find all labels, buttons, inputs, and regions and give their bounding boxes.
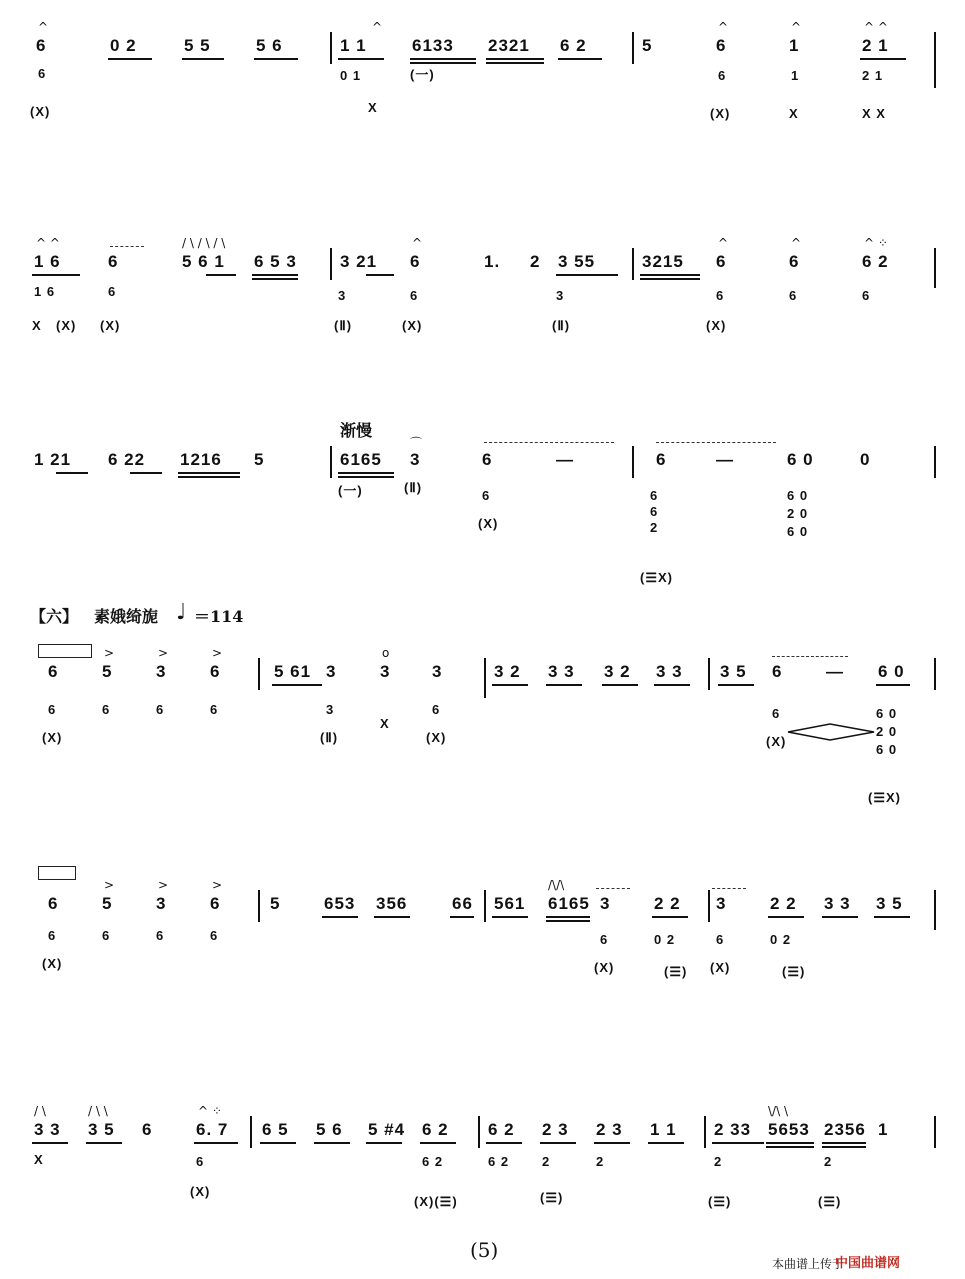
sub-note: 0 2 bbox=[770, 932, 792, 947]
sub-note: 6 bbox=[38, 66, 47, 81]
sub-note: (X) bbox=[706, 318, 727, 333]
sub-note: (Ⅱ) bbox=[552, 318, 571, 333]
beam bbox=[272, 684, 322, 686]
section-number: 【六】 bbox=[30, 607, 79, 626]
sub-note: 6 bbox=[48, 702, 57, 717]
sub-note: X bbox=[32, 318, 42, 333]
accent-mark: ^ bbox=[38, 20, 49, 34]
note: 3 bbox=[326, 662, 337, 681]
sub-note: 6 bbox=[410, 288, 419, 303]
note: 2356 bbox=[824, 1120, 866, 1139]
tremolo-line bbox=[712, 888, 746, 889]
note: 6 bbox=[772, 662, 783, 681]
barline bbox=[330, 446, 332, 478]
sub-note: (☰) bbox=[664, 964, 688, 979]
sub-note: 6 bbox=[716, 288, 725, 303]
harmonic-mark: o bbox=[382, 646, 390, 660]
sub-note: 6 bbox=[862, 288, 871, 303]
accent-mark: ^ ^ bbox=[864, 20, 888, 34]
barline bbox=[934, 1116, 936, 1148]
note: 6 2 bbox=[488, 1120, 515, 1139]
note: 5 6 bbox=[256, 36, 283, 55]
barline bbox=[484, 658, 486, 698]
sub-note: 2 0 bbox=[876, 724, 898, 739]
beam bbox=[56, 472, 88, 474]
sub-note: (☰) bbox=[818, 1194, 842, 1209]
sub-note: 6 bbox=[102, 928, 111, 943]
beam bbox=[420, 1142, 456, 1144]
sub-note: (☰) bbox=[540, 1190, 564, 1205]
beam bbox=[594, 1142, 630, 1144]
sub-note: X bbox=[789, 106, 799, 121]
beam bbox=[254, 58, 298, 60]
sub-note: (一) bbox=[410, 67, 435, 82]
note: — bbox=[556, 450, 574, 469]
accent-mark: ^ ⁘ bbox=[198, 1104, 222, 1118]
beam bbox=[540, 1142, 576, 1144]
site-logo[interactable]: 中国曲谱网 bbox=[835, 1256, 901, 1271]
sub-note: (☰) bbox=[708, 1194, 732, 1209]
beam bbox=[492, 916, 528, 918]
sub-note: 6 2 bbox=[422, 1154, 444, 1169]
beam bbox=[486, 1142, 522, 1144]
sub-note: 6 bbox=[650, 488, 659, 503]
note: 3 5 bbox=[720, 662, 747, 681]
note: 5 61 bbox=[274, 662, 312, 681]
note: 3 bbox=[156, 662, 167, 681]
beam bbox=[712, 1142, 764, 1144]
note: 5 bbox=[102, 894, 113, 913]
note: — bbox=[716, 450, 734, 469]
beam bbox=[768, 916, 804, 918]
accent-mark: ^ bbox=[718, 236, 729, 250]
sub-note: (Ⅱ) bbox=[334, 318, 353, 333]
sub-note: X X bbox=[862, 106, 886, 121]
sub-note: 2 1 bbox=[862, 68, 884, 83]
tremolo-line bbox=[110, 246, 144, 247]
beam bbox=[252, 274, 298, 276]
note: 561 bbox=[494, 894, 526, 913]
beam bbox=[558, 58, 602, 60]
sub-note: 6 0 bbox=[876, 706, 898, 721]
sub-note: (X) bbox=[594, 960, 615, 975]
sub-note: 3 bbox=[326, 702, 335, 717]
bowing-mark: /\/\ bbox=[548, 878, 565, 892]
sub-note: X bbox=[368, 100, 378, 115]
sub-note: 6 bbox=[102, 702, 111, 717]
note: 6 5 bbox=[262, 1120, 289, 1139]
note: 5 bbox=[642, 36, 653, 55]
note: 6165 bbox=[340, 450, 382, 469]
note: 6 2 bbox=[560, 36, 587, 55]
beam bbox=[546, 920, 590, 922]
note: 5 6 bbox=[316, 1120, 343, 1139]
tremolo-line bbox=[656, 442, 776, 443]
sub-note: (X) bbox=[100, 318, 121, 333]
sub-note: (X) bbox=[478, 516, 499, 531]
barline bbox=[934, 890, 936, 930]
note: 3 bbox=[716, 894, 727, 913]
note: 5 bbox=[270, 894, 281, 913]
accent-mark: ^ bbox=[791, 236, 802, 250]
note: 1 bbox=[789, 36, 800, 55]
beam bbox=[602, 684, 638, 686]
note: 6 bbox=[716, 252, 727, 271]
bowing-mark: / \ \ bbox=[88, 1104, 108, 1118]
sub-note: 6 bbox=[432, 702, 441, 717]
note: 3 5 bbox=[88, 1120, 115, 1139]
sub-note: (Ⅱ) bbox=[404, 480, 423, 495]
sub-note: 2 bbox=[596, 1154, 605, 1169]
sub-note: (☰X) bbox=[640, 570, 673, 585]
beam bbox=[366, 1142, 402, 1144]
note: 2 2 bbox=[654, 894, 681, 913]
note: 6 2 bbox=[862, 252, 889, 271]
sub-note: 6 bbox=[210, 702, 219, 717]
sub-note: 6 bbox=[600, 932, 609, 947]
note: 3 bbox=[410, 450, 421, 469]
sub-note: 6 bbox=[210, 928, 219, 943]
sub-note: (X) bbox=[710, 106, 731, 121]
tempo-marking: 渐慢 bbox=[340, 421, 373, 440]
beam bbox=[492, 684, 528, 686]
accent-mark: ^ bbox=[718, 20, 729, 34]
fermata-mark: ⌒ bbox=[410, 436, 423, 450]
beam bbox=[874, 916, 910, 918]
page-number: (5) bbox=[470, 1238, 499, 1262]
note: 2321 bbox=[488, 36, 530, 55]
note: 3 2 bbox=[604, 662, 631, 681]
note: 3 3 bbox=[824, 894, 851, 913]
tremolo-box bbox=[38, 644, 92, 658]
sub-note: 2 bbox=[650, 520, 659, 535]
accent-mark: ^ ^ bbox=[36, 236, 60, 250]
sub-note: (X)(☰) bbox=[414, 1194, 458, 1209]
sub-note: 3 bbox=[556, 288, 565, 303]
barline bbox=[708, 890, 710, 922]
note: 6 22 bbox=[108, 450, 146, 469]
beam bbox=[546, 684, 582, 686]
note: 6 5 3 bbox=[254, 252, 297, 271]
accent-mark: ^ ⁘ bbox=[864, 236, 888, 250]
barline bbox=[632, 446, 634, 478]
beam bbox=[338, 476, 394, 478]
beam bbox=[486, 58, 544, 60]
note: 6 bbox=[210, 894, 221, 913]
beam bbox=[366, 274, 394, 276]
barline bbox=[934, 658, 936, 690]
beam bbox=[130, 472, 162, 474]
beam bbox=[338, 472, 394, 474]
sub-note: (☰X) bbox=[868, 790, 901, 805]
sub-note: 6 2 bbox=[488, 1154, 510, 1169]
sub-note: 2 bbox=[542, 1154, 551, 1169]
note: 5 5 bbox=[184, 36, 211, 55]
accent-mark: ^ bbox=[791, 20, 802, 34]
beam bbox=[546, 916, 590, 918]
note: 6 bbox=[36, 36, 47, 55]
note: 0 2 bbox=[110, 36, 137, 55]
sub-note: 6 bbox=[482, 488, 491, 503]
beam bbox=[338, 58, 384, 60]
barline bbox=[632, 248, 634, 280]
note: 6 0 bbox=[787, 450, 814, 469]
sub-note: 2 0 bbox=[787, 506, 809, 521]
sub-note: 6 bbox=[156, 928, 165, 943]
barline bbox=[484, 890, 486, 922]
note: 2 3 bbox=[596, 1120, 623, 1139]
barline bbox=[632, 32, 634, 64]
note: 3 3 bbox=[34, 1120, 61, 1139]
beam bbox=[194, 1142, 238, 1144]
beam bbox=[718, 684, 754, 686]
note: 3 2 bbox=[494, 662, 521, 681]
note: 6133 bbox=[412, 36, 454, 55]
note: 3 3 bbox=[548, 662, 575, 681]
note: 1216 bbox=[180, 450, 222, 469]
beam bbox=[32, 274, 80, 276]
note: 2 bbox=[530, 252, 541, 271]
bowing-mark: / \ / \ / \ bbox=[182, 236, 226, 250]
beam bbox=[822, 916, 858, 918]
tremolo-line bbox=[772, 656, 848, 657]
bowing-mark: \/\ \ bbox=[768, 1104, 788, 1118]
beam bbox=[822, 1146, 866, 1148]
beam bbox=[374, 916, 410, 918]
sub-note: (Ⅱ) bbox=[320, 730, 339, 745]
accent-mark: > bbox=[158, 646, 169, 660]
note: 356 bbox=[376, 894, 408, 913]
sub-note: 6 bbox=[650, 504, 659, 519]
sub-note: 6 0 bbox=[876, 742, 898, 757]
sub-note: (X) bbox=[42, 730, 63, 745]
quarter-note-icon: ♩ bbox=[176, 600, 187, 625]
accent-mark: > bbox=[104, 646, 115, 660]
accent-mark: > bbox=[104, 878, 115, 892]
accent-mark: > bbox=[212, 646, 223, 660]
note: 653 bbox=[324, 894, 356, 913]
beam bbox=[410, 58, 476, 60]
upload-note: 本曲谱上传于 bbox=[772, 1257, 845, 1271]
note: 6 2 bbox=[422, 1120, 449, 1139]
accent-mark: ^ bbox=[412, 236, 423, 250]
tremolo-line bbox=[596, 888, 630, 889]
beam bbox=[178, 472, 240, 474]
sub-note: 6 bbox=[789, 288, 798, 303]
tremolo-box bbox=[38, 866, 76, 880]
barline bbox=[330, 248, 332, 280]
beam bbox=[86, 1142, 122, 1144]
note: 3 bbox=[380, 662, 391, 681]
note: 6 bbox=[210, 662, 221, 681]
sub-note: 6 0 bbox=[787, 488, 809, 503]
beam bbox=[556, 274, 618, 276]
sub-note: 0 2 bbox=[654, 932, 676, 947]
accent-mark: ^ bbox=[372, 20, 383, 34]
beam bbox=[252, 278, 298, 280]
note: 6 bbox=[482, 450, 493, 469]
beam bbox=[206, 274, 236, 276]
note: 6 0 bbox=[878, 662, 905, 681]
barline bbox=[478, 1116, 480, 1148]
sub-note: 2 bbox=[714, 1154, 723, 1169]
sub-note: X bbox=[380, 716, 390, 731]
beam bbox=[182, 58, 224, 60]
beam bbox=[652, 916, 688, 918]
sub-note: 6 bbox=[772, 706, 781, 721]
crescendo-hairpin bbox=[786, 722, 876, 742]
sub-note: (X) bbox=[402, 318, 423, 333]
beam bbox=[32, 1142, 68, 1144]
beam bbox=[322, 916, 358, 918]
sub-note: 1 bbox=[791, 68, 800, 83]
note: 5 #4 bbox=[368, 1120, 406, 1139]
note: 1 1 bbox=[650, 1120, 677, 1139]
sub-note: (一) bbox=[338, 483, 363, 498]
note: 2 33 bbox=[714, 1120, 752, 1139]
sub-note: (X) bbox=[30, 104, 51, 119]
barline bbox=[704, 1116, 706, 1148]
beam bbox=[648, 1142, 684, 1144]
barline bbox=[258, 890, 260, 922]
beam bbox=[450, 916, 474, 918]
barline bbox=[934, 32, 936, 88]
barline bbox=[934, 446, 936, 478]
beam bbox=[178, 476, 240, 478]
sub-note: 1 6 bbox=[34, 284, 56, 299]
beam bbox=[486, 62, 544, 64]
sub-note: 3 bbox=[338, 288, 347, 303]
note: 0 bbox=[860, 450, 871, 469]
note: — bbox=[826, 662, 844, 681]
barline bbox=[708, 658, 710, 690]
note: 6 bbox=[108, 252, 119, 271]
section-title: 素娥绮旎 bbox=[94, 607, 159, 626]
sub-note: 6 0 bbox=[787, 524, 809, 539]
note: 2 3 bbox=[542, 1120, 569, 1139]
bowing-mark: / \ bbox=[34, 1104, 46, 1118]
note: 6 bbox=[656, 450, 667, 469]
note: 2 1 bbox=[862, 36, 889, 55]
beam bbox=[860, 58, 906, 60]
note: 5 bbox=[254, 450, 265, 469]
barline bbox=[934, 248, 936, 288]
sub-note: (☰) bbox=[782, 964, 806, 979]
note: 6 bbox=[48, 894, 59, 913]
note: 3 55 bbox=[558, 252, 596, 271]
beam bbox=[640, 274, 700, 276]
note: 1 bbox=[878, 1120, 889, 1139]
accent-mark: > bbox=[158, 878, 169, 892]
note: 6 bbox=[142, 1120, 153, 1139]
sub-note: (X) bbox=[56, 318, 77, 333]
sub-note: (X) bbox=[190, 1184, 211, 1199]
note: 6 bbox=[716, 36, 727, 55]
beam bbox=[260, 1142, 296, 1144]
note: 3 bbox=[600, 894, 611, 913]
sub-note: 6 bbox=[156, 702, 165, 717]
note: 3 3 bbox=[656, 662, 683, 681]
note: 3215 bbox=[642, 252, 684, 271]
sub-note: 6 bbox=[108, 284, 117, 299]
beam bbox=[108, 58, 152, 60]
note: 5 6 1 bbox=[182, 252, 225, 271]
note: 66 bbox=[452, 894, 473, 913]
barline bbox=[330, 32, 332, 64]
sub-note: 0 1 bbox=[340, 68, 362, 83]
note: 3 21 bbox=[340, 252, 378, 271]
beam bbox=[876, 684, 910, 686]
accent-mark: > bbox=[212, 878, 223, 892]
beam bbox=[654, 684, 690, 686]
sub-note: (X) bbox=[426, 730, 447, 745]
beam bbox=[766, 1146, 814, 1148]
note: 1 21 bbox=[34, 450, 72, 469]
sub-note: (X) bbox=[42, 956, 63, 971]
sub-note: (X) bbox=[766, 734, 787, 749]
beam bbox=[766, 1142, 814, 1144]
note: 3 bbox=[156, 894, 167, 913]
note: 6165 bbox=[548, 894, 590, 913]
note: 6 bbox=[48, 662, 59, 681]
sub-note: (X) bbox=[710, 960, 731, 975]
note: 5653 bbox=[768, 1120, 810, 1139]
sub-note: 6 bbox=[48, 928, 57, 943]
beam bbox=[314, 1142, 350, 1144]
note: 1. bbox=[484, 252, 501, 271]
note: 3 bbox=[432, 662, 443, 681]
beam bbox=[822, 1142, 866, 1144]
sub-note: 6 bbox=[196, 1154, 205, 1169]
tremolo-line bbox=[484, 442, 614, 443]
sub-note: 6 bbox=[718, 68, 727, 83]
tempo-value: ＝114 bbox=[194, 607, 244, 626]
note: 6. 7 bbox=[196, 1120, 229, 1139]
note: 3 5 bbox=[876, 894, 903, 913]
sub-note: 6 bbox=[716, 932, 725, 947]
note: 2 2 bbox=[770, 894, 797, 913]
sub-note: 2 bbox=[824, 1154, 833, 1169]
note: 1 1 bbox=[340, 36, 367, 55]
barline bbox=[258, 658, 260, 690]
sub-note: X bbox=[34, 1152, 44, 1167]
beam bbox=[640, 278, 700, 280]
barline bbox=[250, 1116, 252, 1148]
note: 1 6 bbox=[34, 252, 61, 271]
note: 6 bbox=[789, 252, 800, 271]
note: 5 bbox=[102, 662, 113, 681]
note: 6 bbox=[410, 252, 421, 271]
